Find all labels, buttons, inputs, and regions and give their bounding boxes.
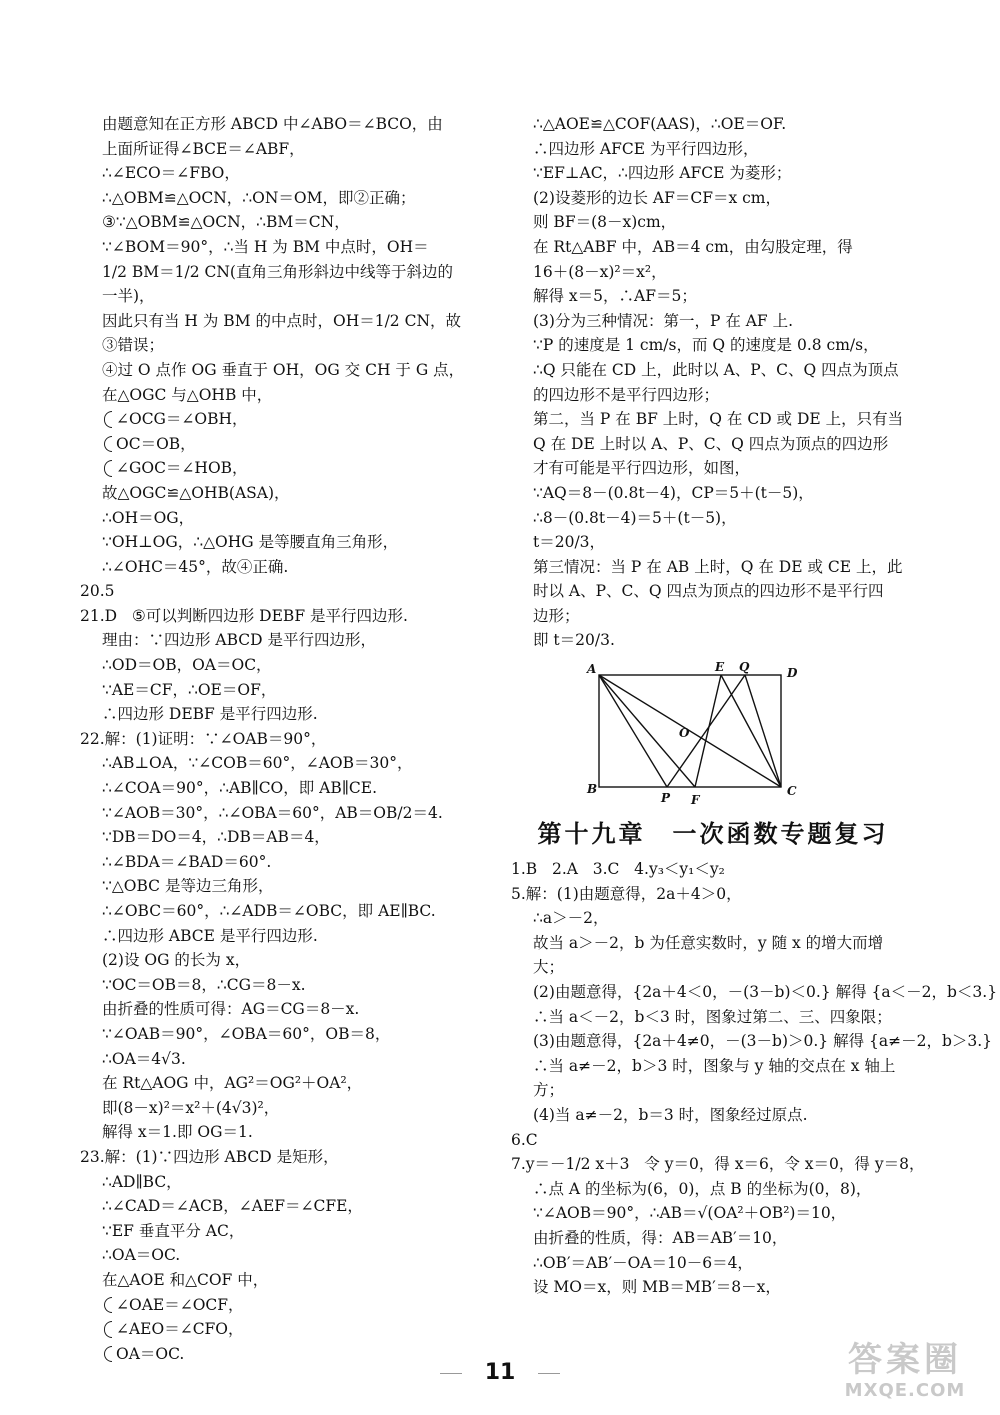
text-line: ∴8－(0.8t－4)＝5＋(t－5)， [533,508,737,527]
text-line: ∠OAE＝∠OCF， [102,1293,497,1318]
text-line: (3)分为三种情况：第一，P 在 AF 上. [533,311,794,330]
text-line: 22.解：(1)证明：∵∠OAB＝90°， [80,729,327,748]
text-line: OC＝OB， [102,432,497,457]
text-line: ∵∠AOB＝30°，∴∠OBA＝60°，AB＝OB/2＝4. [102,803,443,822]
text-line: ∵DB＝DO＝4，∴DB＝AB＝4， [102,828,330,847]
text-line: 一半)， [102,287,155,306]
text-line: ∴AB⊥OA，∵∠COB＝60°，∠AOB＝30°， [102,754,413,773]
text-line: 故当 a＞－2，b 为任意实数时，y 随 x 的增大而增 [533,933,884,952]
text-line: ∵OH⊥OG，∴△OHG 是等腰直角三角形， [102,533,399,552]
text-line: ③错误； [102,336,165,355]
figure-line-AP [599,675,667,787]
label-P: P [661,791,671,806]
text-line: 1/2 BM＝1/2 CN(直角三角形斜边中线等于斜边的 [102,262,453,281]
text-line: ∵∠AOB＝90°，∴AB＝√(OA²＋OB²)＝10， [533,1204,847,1223]
text-line: 方； [533,1081,565,1100]
text-line: (2)设菱形的边长 AF＝CF＝x cm， [533,188,781,207]
figure-line-AC [599,675,781,787]
text-line: ∵△OBC 是等边三角形， [102,877,274,896]
text-line: ∵AE＝CF，∴OE＝OF， [102,680,277,699]
text-line: 边形； [533,606,580,625]
text-line: t＝20/3， [533,533,606,552]
text-line: 因此只有当 H 为 BM 的中点时，OH＝1/2 CN，故 [102,311,462,330]
text-line: 由折叠的性质，得：AB＝AB′＝10， [533,1228,788,1247]
label-A: A [587,662,597,677]
text-line: 在 Rt△AOG 中，AG²＝OG²＋OA²， [102,1074,363,1093]
text-line: ∵EF⊥AC，∴四边形 AFCE 为菱形； [533,164,792,183]
text-line: 16＋(8－x)²＝x²， [533,262,667,281]
text-line: ∵OC＝OB＝8，∴CG＝8－x. [102,975,306,994]
text-line: 由折叠的性质可得：AG＝CG＝8－x. [102,1000,360,1019]
left-column [80,112,497,1366]
text-line: 上面所证得∠BCE＝∠ABF， [102,139,305,158]
text-line: 第三情况：当 P 在 AB 上时，Q 在 DE 或 CE 上，此 [533,557,903,576]
text-line: ∴Q 只能在 CD 上，此时以 A、P、C、Q 四点为顶点 [533,360,899,379]
text-line: ④过 O 点作 OG 垂直于 OH，OG 交 CH 于 G 点， [102,360,465,379]
text-line: ∴四边形 ABCE 是平行四边形. [102,926,318,945]
figure-line-FE [695,675,721,787]
text-line: (2)由题意得，{2a＋4＜0，－(3－b)＜0.} 解得 {a＜－2，b＜3.} [533,983,998,1002]
text-line: ∴OA＝4√3. [102,1049,186,1068]
text-line: ∴AD∥BC， [102,1172,182,1191]
right-column-bottom [511,857,998,1300]
text-line: ∴∠ECO＝∠FBO， [102,164,240,183]
watermark [820,1340,990,1402]
text-line: ∠GOC＝∠HOB， [102,456,497,481]
text-line: ∴当 a＜－2，b＜3 时，图象过第二、三、四象限； [533,1007,892,1026]
text-line: 设 MO＝x，则 MB＝MB′＝8－x， [533,1278,781,1297]
text-line: 23.解：(1)∵四边形 ABCD 是矩形， [80,1147,339,1166]
text-line: 7.y＝－1/2 x＋3 令 y＝0，得 x＝6，令 x＝0，得 y＝8， [511,1155,925,1174]
page-number-dash-right [538,1373,560,1374]
text-line: 20.5 [80,582,115,601]
text-line: (4)当 a≠－2，b＝3 时，图象经过原点. [533,1106,808,1124]
label-E: E [715,660,725,675]
label-C: C [787,784,797,799]
text-line: ∵AQ＝8－(0.8t－4)，CP＝5＋(t－5)， [533,483,814,502]
text-line: ∵∠BOM＝90°，∴当 H 为 BM 中点时，OH＝ [102,237,429,256]
right-column [511,112,998,1300]
text-line: ∴点 A 的坐标为(6，0)，点 B 的坐标为(0，8)， [533,1179,872,1198]
text-line: ∴OA＝OC. [102,1246,181,1265]
text-line: ∵P 的速度是 1 cm/s，而 Q 的速度是 0.8 cm/s， [533,336,879,355]
right-column-top [533,112,904,653]
text-line: ∠AEO＝∠CFO， [102,1317,497,1342]
text-line: 解得 x＝1.即 OG＝1. [102,1123,253,1142]
text-line: 大； [533,958,565,977]
text-line: 则 BF＝(8－x)cm， [533,213,677,232]
watermark-url: MXQE.COM [844,1380,966,1401]
text-line: 的四边形不是平行四边形； [533,385,720,404]
text-line: (3)由题意得，{2a＋4≠0，－(3－b)＞0.} 解得 {a≠－2，b＞3.} [533,1032,993,1051]
text-line: ∴△AOE≌△COF(AAS)，∴OE＝OF. [533,115,787,133]
text-line: 21.D ⑤可以判断四边形 DEBF 是平行四边形. [80,606,408,625]
text-line: ∴∠OHC＝45°，故④正确. [102,557,289,576]
text-line: ∴OH＝OG， [102,508,195,527]
text-line: ∴∠COA＝90°，∴AB∥CO，即 AB∥CE. [102,779,378,798]
label-B: B [587,782,598,797]
label-Q: Q [739,660,750,675]
text-line: ∴∠CAD＝∠ACB，∠AEF＝∠CFE， [102,1197,363,1216]
text-line: 理由：∵四边形 ABCD 是平行四边形， [102,631,377,650]
watermark-logo-text: 答案圈 [848,1340,962,1380]
rectangle-figure [587,660,827,808]
text-line: 6.C [511,1130,538,1149]
text-line: Q 在 DE 上时以 A、P、C、Q 四点为顶点的四边形 [533,434,889,453]
text-line: ∴OD＝OB，OA＝OC， [102,656,272,675]
text-line: ∠OCG＝∠OBH， [102,407,497,432]
label-O: O [679,726,690,741]
text-line: ③∵△OBM≌△OCN，∴BM＝CN， [102,213,350,232]
text-line: ∵EF 垂直平分 AC， [102,1221,245,1240]
text-line: 1.B 2.A 3.C 4.y₃＜y₁＜y₂ [511,860,725,879]
text-line: ∴OB′＝AB′－OA＝10－6＝4， [533,1253,753,1272]
page-number: 11 [484,1360,516,1385]
text-line: ∴a＞－2， [533,909,609,928]
label-F: F [691,793,700,808]
text-line: 即(8－x)²＝x²＋(4√3)²， [102,1098,280,1117]
text-line: 5.解：(1)由题意得，2a＋4＞0， [511,884,742,903]
text-line: OA＝OC. [102,1342,497,1367]
text-line: 第二，当 P 在 BF 上时，Q 在 CD 或 DE 上，只有当 [533,410,904,429]
text-line: 解得 x＝5，∴AF＝5； [533,287,697,306]
text-line: (2)设 OG 的长为 x， [102,951,251,970]
text-line: ∵∠OAB＝90°，∠OBA＝60°，OB＝8， [102,1024,391,1043]
text-line: 在△AOE 和△COF 中， [102,1270,269,1289]
text-line: 时以 A、P、C、Q 四点为顶点的四边形不是平行四 [533,582,884,601]
text-line: ∴∠BDA＝∠BAD＝60°. [102,852,272,871]
text-line: ∴当 a≠－2，b＞3 时，图象与 y 轴的交点在 x 轴上 [533,1056,896,1075]
text-line: 故△OGC≌△OHB(ASA)， [102,483,290,502]
text-line: 由题意知在正方形 ABCD 中∠ABO＝∠BCO，由 [102,115,443,133]
text-line: ∴四边形 AFCE 为平行四边形， [533,139,759,158]
text-line: ∴△OBM≌△OCN，∴ON＝OM，即②正确； [102,188,416,207]
text-line: 即 t＝20/3. [533,631,615,650]
text-line: 在 Rt△ABF 中，AB＝4 cm，由勾股定理，得 [533,237,853,256]
text-line: ∴四边形 DEBF 是平行四边形. [102,705,318,724]
label-D: D [787,666,798,681]
text-line: 在△OGC 与△OHB 中， [102,385,273,404]
text-line: ∴∠OBC＝60°，∴∠ADB＝∠OBC，即 AE∥BC. [102,902,436,920]
chapter-title: 第十九章 一次函数专题复习 [537,820,889,849]
text-line: 才有可能是平行四边形，如图， [533,459,751,478]
